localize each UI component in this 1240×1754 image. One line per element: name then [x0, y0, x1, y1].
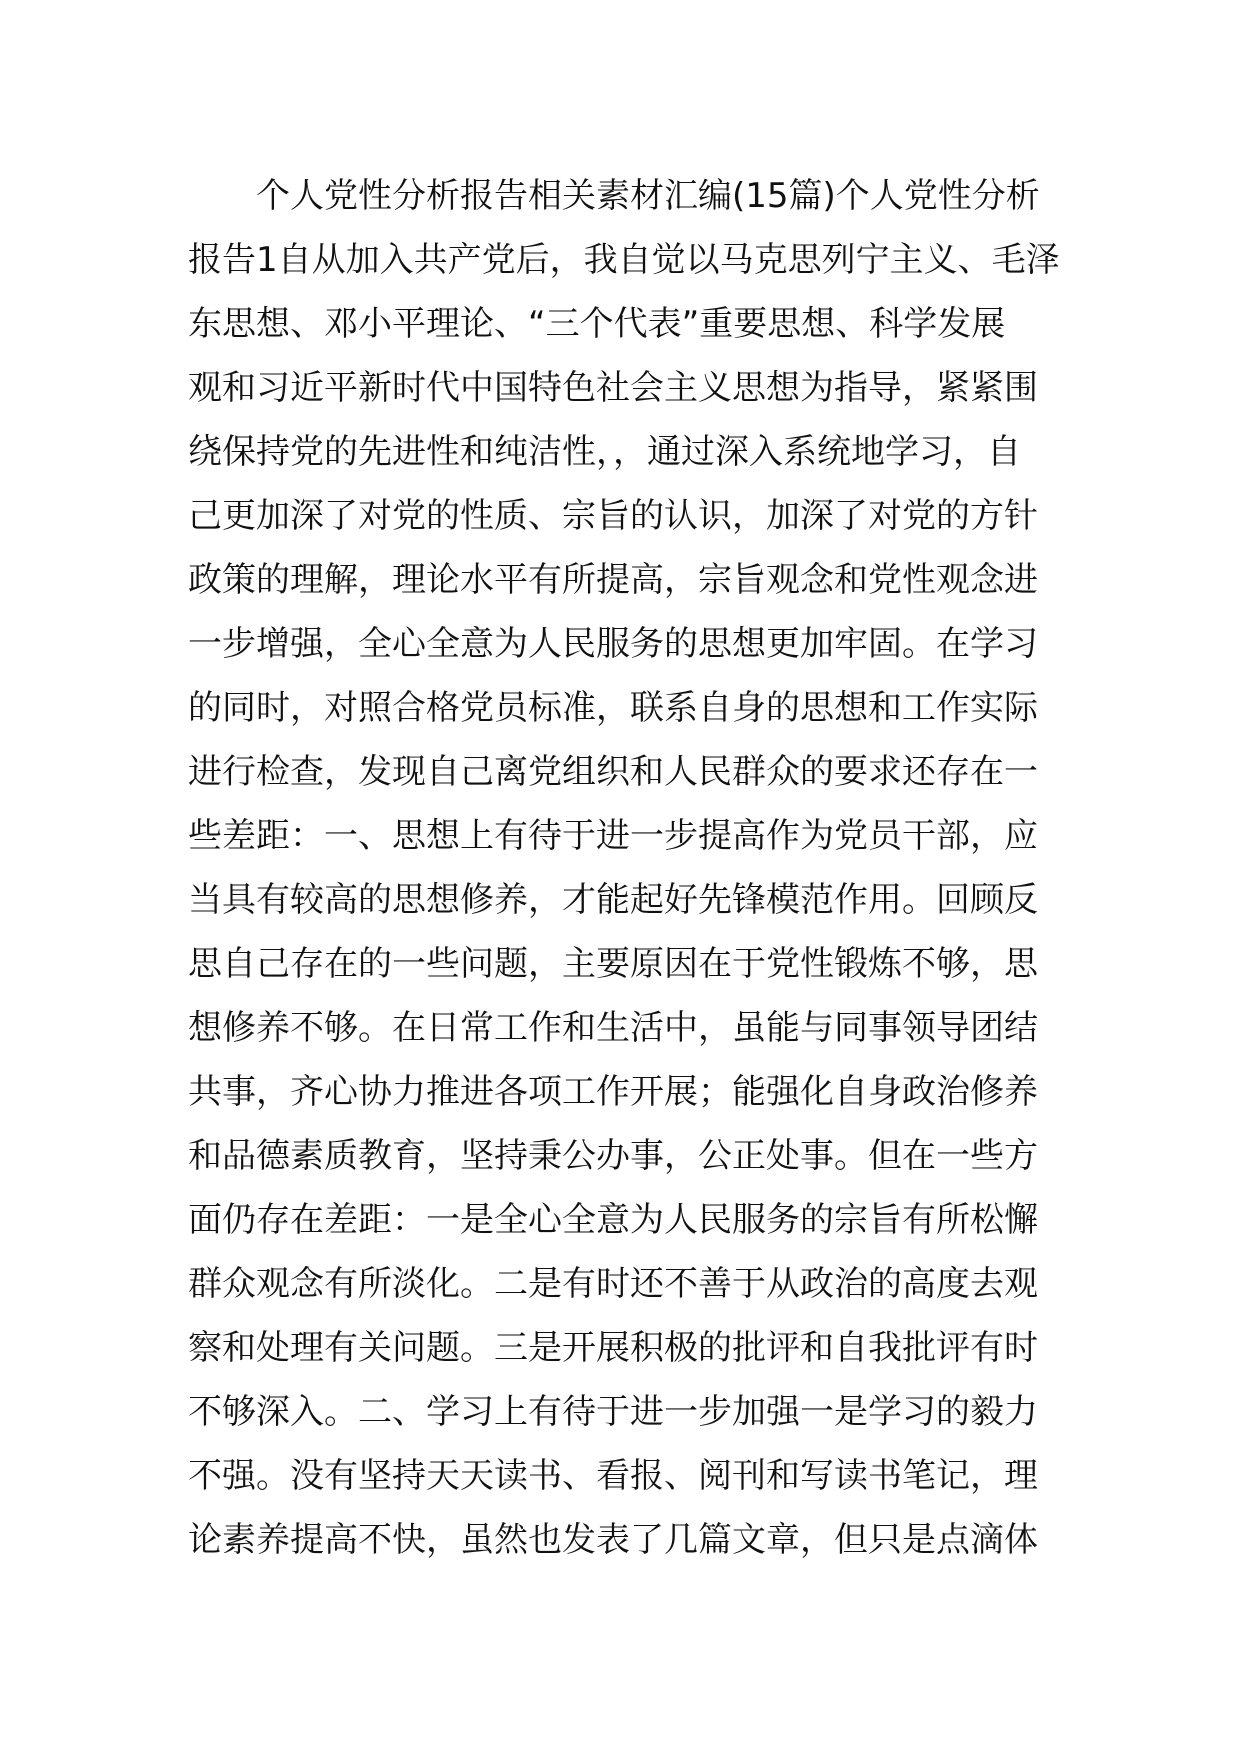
text-line-11: 些差距：一、思想上有待于进一步提高作为党员干部，应: [188, 816, 1038, 856]
text-line-20: 不够深入。二、学习上有待于进一步加强一是学习的毅力: [188, 1392, 1038, 1432]
text-line-5: 绕保持党的先进性和纯洁性，，通过深入系统地学习，自: [188, 432, 1021, 472]
text-line-13: 思自己存在的一些问题，主要原因在于党性锻炼不够，思: [188, 944, 1038, 984]
text-line-7: 政策的理解，理论水平有所提高，宗旨观念和党性观念进: [188, 560, 1038, 600]
text-line-12: 当具有较高的思想修养，才能起好先锋模范作用。回顾反: [188, 880, 1038, 920]
text-line-18: 群众观念有所淡化。二是有时还不善于从政治的高度去观: [188, 1264, 1038, 1304]
text-line-19: 察和处理有关问题。三是开展积极的批评和自我批评有时: [188, 1328, 1038, 1368]
text-line-6: 己更加深了对党的性质、宗旨的认识，加深了对党的方针: [188, 496, 1038, 536]
text-line-2: 报告1自从加入共产党后，我自觉以马克思列宁主义、毛泽: [188, 240, 1060, 280]
text-line-17: 面仍存在差距：一是全心全意为人民服务的宗旨有所松懈: [188, 1200, 1038, 1240]
text-line-16: 和品德素质教育，坚持秉公办事，公正处事。但在一些方: [188, 1136, 1038, 1176]
text-line-1: 个人党性分析报告相关素材汇编(15篇)个人党性分析: [256, 176, 1040, 216]
text-line-10: 进行检查，发现自己离党组织和人民群众的要求还存在一: [188, 752, 1038, 792]
text-line-9: 的同时，对照合格党员标准，联系自身的思想和工作实际: [188, 688, 1038, 728]
text-line-22: 论素养提高不快，虽然也发表了几篇文章，但只是点滴体: [188, 1520, 1038, 1560]
text-line-3: 东思想、邓小平理论、“三个代表”重要思想、科学发展: [188, 304, 1006, 344]
text-line-14: 想修养不够。在日常工作和生活中，虽能与同事领导团结: [188, 1008, 1038, 1048]
text-line-15: 共事，齐心协力推进各项工作开展；能强化自身政治修养: [188, 1072, 1038, 1112]
body-paragraph: [188, 164, 1068, 1572]
text-line-8: 一步增强，全心全意为人民服务的思想更加牢固。在学习: [188, 624, 1038, 664]
text-line-4: 观和习近平新时代中国特色社会主义思想为指导，紧紧围: [188, 368, 1038, 408]
text-line-21: 不强。没有坚持天天读书、看报、阅刊和写读书笔记，理: [188, 1456, 1038, 1496]
